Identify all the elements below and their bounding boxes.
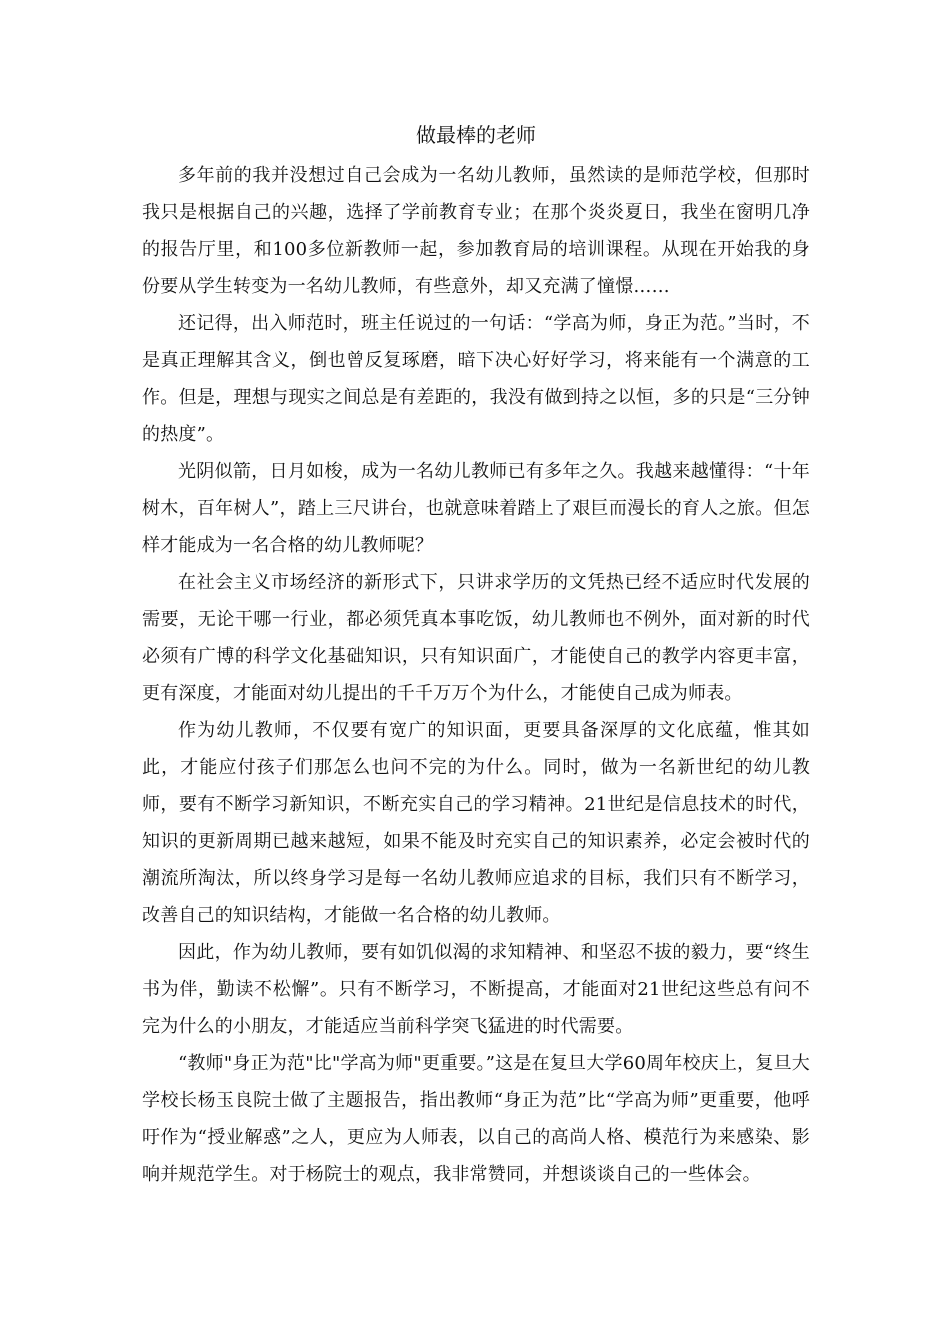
paragraph-3: 光阴似箭，日月如梭，成为一名幼儿教师已有多年之久。我越来越懂得：“十年树木，百年树人”，踏上三尺讲台，也就意味着踏上了艰巨而漫长的育人之旅。但怎样才能成为一名合格的幼儿教师呢？	[142, 461, 810, 556]
paragraph-7: “教师"身正为范"比"学高为师"更重要。”这是在复旦大学60周年校庆上，复旦大学校长杨玉良院士做了主题报告，指出教师“身正为范”比“学高为师”更重要，他呼吁作为“授业解惑”之人，更应为人师表，以自己的高尚人格、模范行为来感染、影响并规范学生。对于杨院士的观点，我非常赞同，并想谈谈自己的一些体会。	[142, 1053, 810, 1185]
paragraph-2: 还记得，出入师范时，班主任说过的一句话：“学高为师，身正为范。”当时，不是真正理解其含义，倒也曾反复琢磨，暗下决心好好学习，将来能有一个满意的工作。但是，理想与现实之间总是有差距的，我没有做到持之以恒，多的只是“三分钟的热度”。	[142, 313, 810, 445]
paragraph-5: 作为幼儿教师，不仅要有宽广的知识面，更要具备深厚的文化底蕴，惟其如此，才能应付孩子们那怎么也问不完的为什么。同时，做为一名新世纪的幼儿教师，要有不断学习新知识，不断充实自己的学习精神。21世纪是信息技术的时代，知识的更新周期已越来越短，如果不能及时充实自己的知识素养，必定会被时代的潮流所淘汰，所以终身学习是每一名幼儿教师应追求的目标，我们只有不断学习，改善自己的知识结构，才能做一名合格的幼儿教师。	[142, 720, 810, 926]
paragraph-1: 多年前的我并没想过自己会成为一名幼儿教师，虽然读的是师范学校，但那时我只是根据自己的兴趣，选择了学前教育专业；在那个炎炎夏日，我坐在窗明几净的报告厅里，和100多位新教师一起，参加教育局的培训课程。从现在开始我的身份要从学生转变为一名幼儿教师，有些意外，却又充满了憧憬……	[142, 165, 810, 297]
document-body	[142, 117, 810, 1193]
paragraph-4: 在社会主义市场经济的新形式下，只讲求学历的文凭热已经不适应时代发展的需要，无论干哪一行业，都必须凭真本事吃饭，幼儿教师也不例外，面对新的时代必须有广博的科学文化基础知识，只有知识面广，才能使自己的教学内容更丰富，更有深度，才能面对幼儿提出的千千万万个为什么，才能使自己成为师表。	[142, 572, 810, 704]
document-title: 做最棒的老师	[416, 123, 536, 147]
paragraph-6: 因此，作为幼儿教师，要有如饥似渴的求知精神、和坚忍不拔的毅力，要“终生书为伴，勤读不松懈”。只有不断学习，不断提高，才能面对21世纪这些总有问不完为什么的小朋友，才能适应当前科学突飞猛进的时代需要。	[142, 942, 810, 1037]
